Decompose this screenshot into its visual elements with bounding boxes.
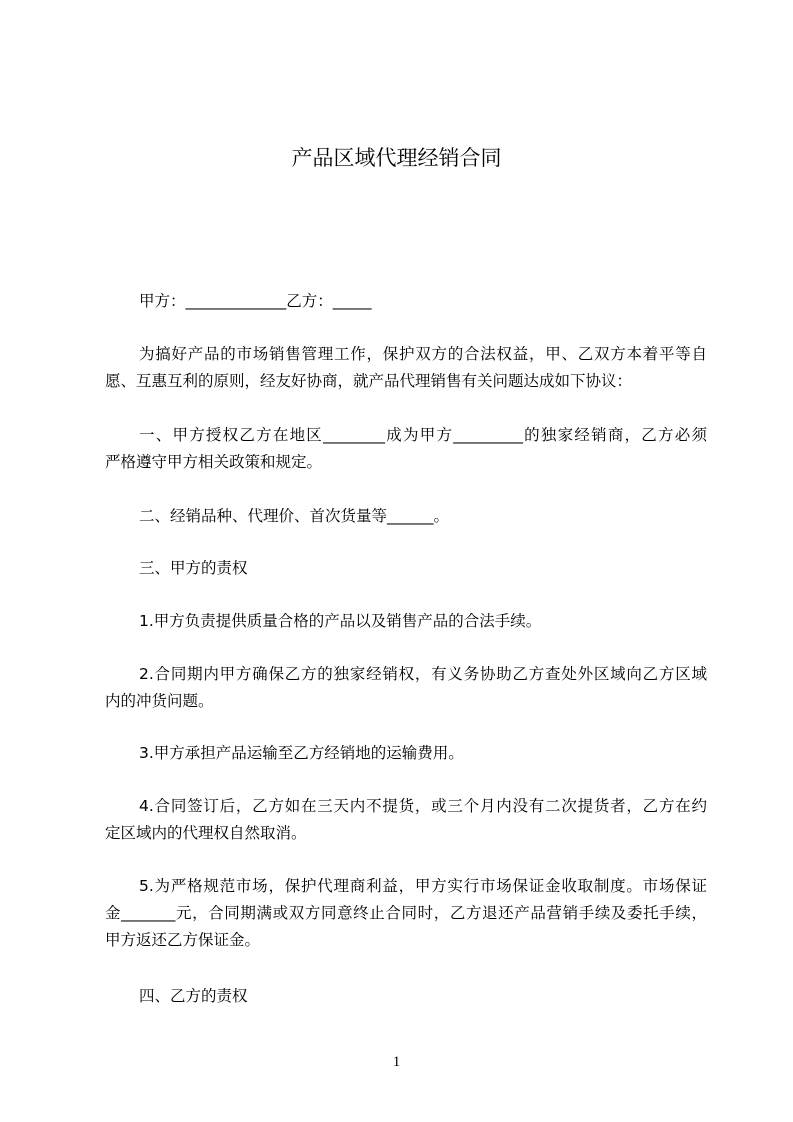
parties-text: 甲方：_____________乙方：_____ [139, 292, 372, 310]
paragraph-line: 二、经销品种、代理价、首次货量等______。 [139, 507, 450, 525]
paragraph [105, 608, 707, 635]
paragraph-line: 四、乙方的责权 [139, 987, 248, 1005]
paragraph-line: 愿、互惠互利的原则，经友好协商，就产品代理销售有关问题达成如下协议： [105, 372, 633, 390]
paragraph [105, 793, 707, 847]
page-number: 1 [392, 1054, 401, 1070]
paragraph [105, 983, 707, 1010]
paragraph-line: 1.甲方负责提供质量合格的产品以及销售产品的合法手续。 [139, 612, 542, 630]
paragraph-line: 定区域内的代理权自然取消。 [105, 824, 307, 842]
paragraph-line: 2.合同期内甲方确保乙方的独家经销权，有义务协助乙方查处外区域向乙方区域 [139, 665, 707, 683]
paragraph-line: 4.合同签订后，乙方如在三天内不提货，或三个月内没有二次提货者，乙方在约 [139, 797, 707, 815]
parties-line [105, 288, 707, 315]
paragraph-line: 甲方返还乙方保证金。 [105, 931, 261, 949]
paragraph-line: 5.为严格规范市场，保护代理商利益，甲方实行市场保证金收取制度。市场保证 [139, 877, 707, 895]
document-title: 产品区域代理经销合同 [291, 146, 502, 170]
paragraph-line: 内的冲货问题。 [105, 692, 214, 710]
paragraph [105, 873, 707, 954]
paragraph-line: 严格遵守甲方相关政策和规定。 [105, 453, 323, 471]
paragraph [105, 422, 707, 476]
paragraph-line: 三、甲方的责权 [139, 559, 248, 577]
paragraph-line: 3.甲方承担产品运输至乙方经销地的运输费用。 [139, 744, 464, 762]
paragraph-line: 金_______元，合同期满或双方同意终止合同时，乙方退还产品营销手续及委托手续， [105, 904, 707, 922]
paragraph [105, 555, 707, 582]
paragraph [105, 341, 707, 395]
paragraph-line: 一、甲方授权乙方在地区________成为甲方_________的独家经销商，乙方必须 [139, 426, 707, 444]
paragraph [105, 661, 707, 715]
paragraph [105, 503, 707, 530]
paragraph [105, 740, 707, 767]
paragraph-line: 为搞好产品的市场销售管理工作，保护双方的合法权益，甲、乙双方本着平等自 [139, 345, 707, 363]
